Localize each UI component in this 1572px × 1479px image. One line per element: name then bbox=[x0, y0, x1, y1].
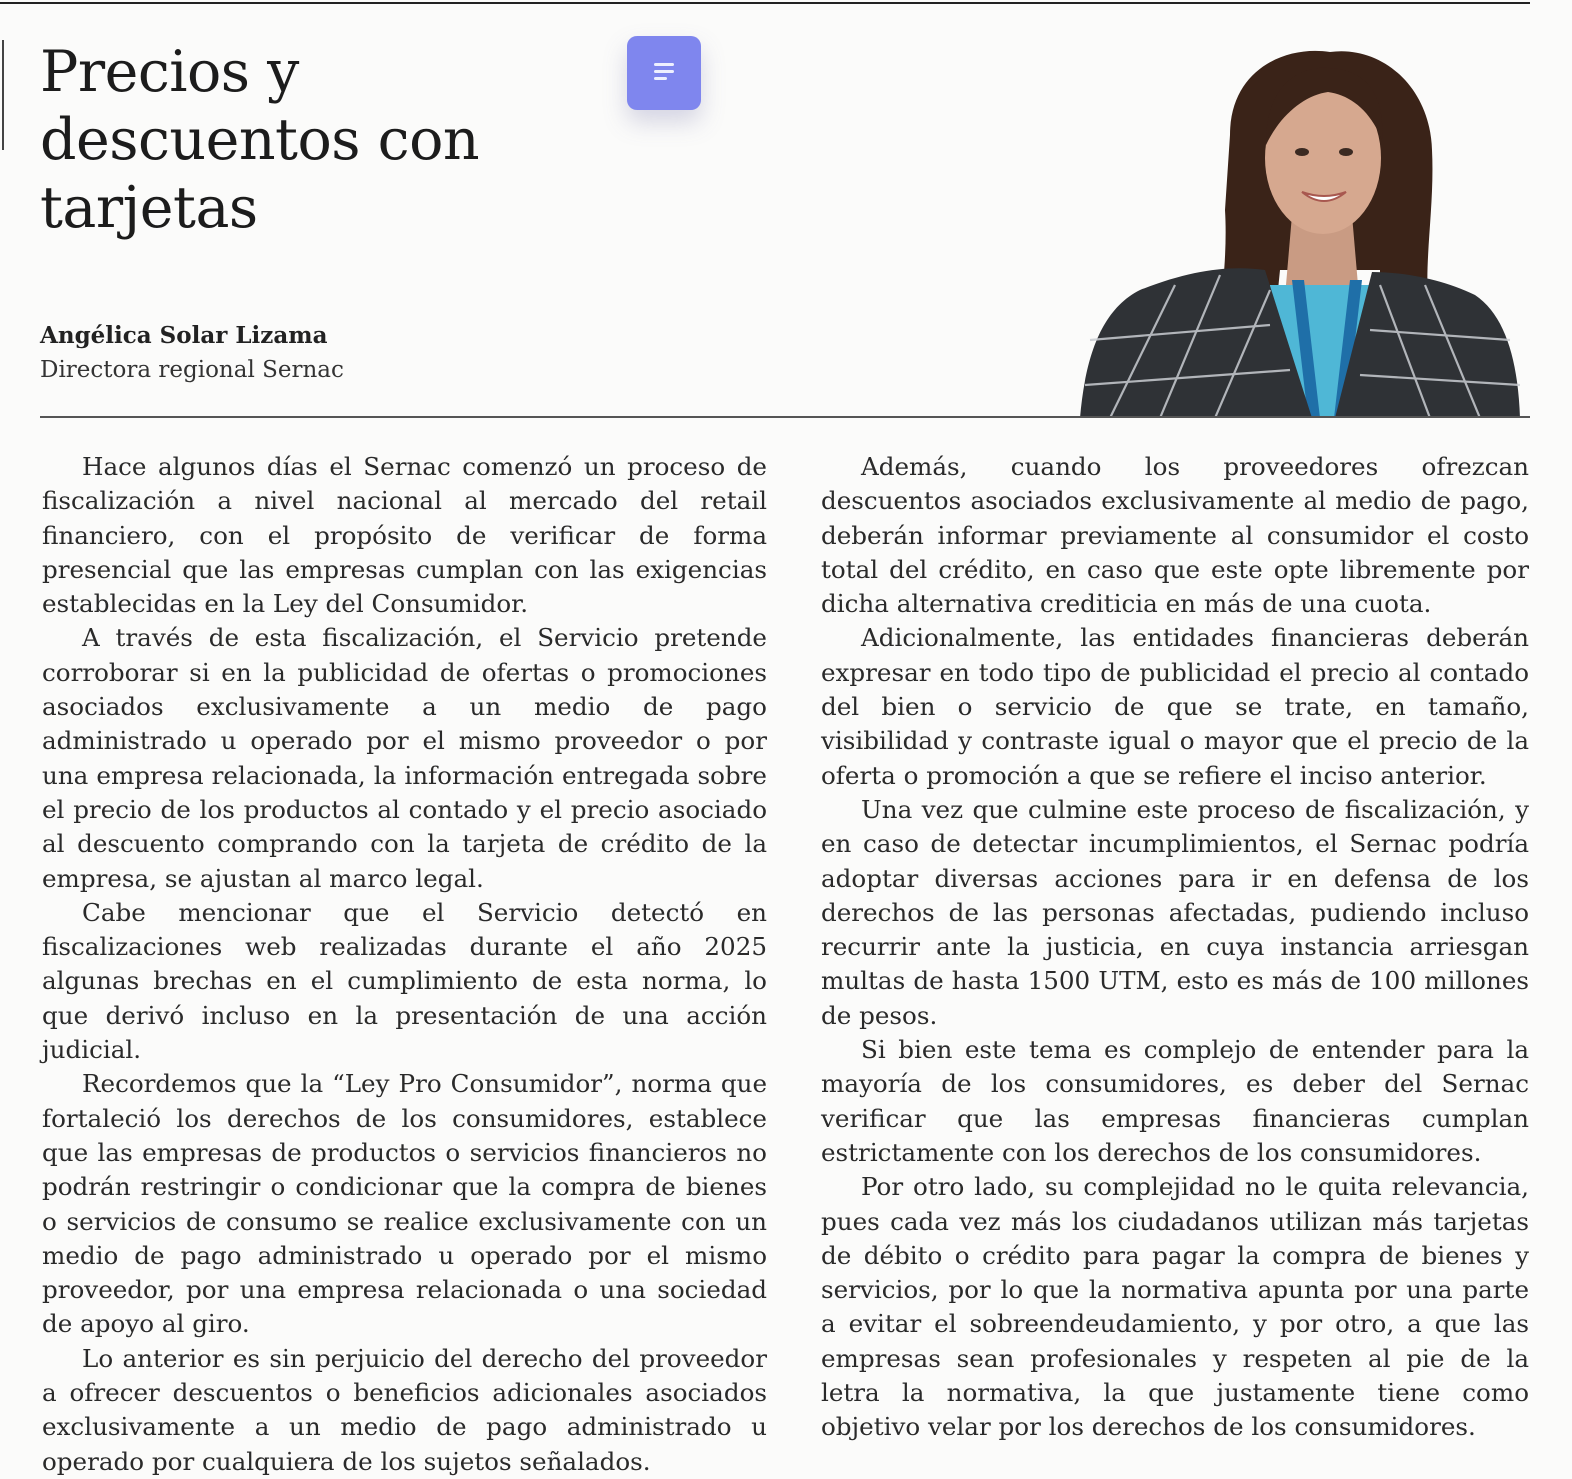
author-name: Angélica Solar Lizama bbox=[40, 322, 328, 349]
paragraph: Hace algunos días el Sernac comenzó un proceso de fiscalización a nivel nacional al mercado del retail financiero, con el propósito de verificar de forma presencial que las empresas cumplan con las exigencias establecidas en la Ley del Consumidor. bbox=[42, 452, 767, 619]
paragraph: Una vez que culmine este proceso de fiscalización, y en caso de detectar incumplimientos, el Sernac podría adoptar diversas acciones para ir en defensa de los derechos de las personas afectadas, pudiendo incluso recurrir ante la justicia, en cuya instancia arriesgan multas de hasta 1500 UTM, esto es más de 100 millones de pesos. bbox=[821, 794, 1529, 1030]
paragraph: Además, cuando los proveedores ofrezcan descuentos asociados exclusivamente al medio de pago, deberán informar previamente al consumidor el costo total del crédito, en caso que este opte libremente por dicha alternativa crediticia en más de una cuota. bbox=[821, 452, 1529, 619]
left-edge-rule bbox=[2, 40, 4, 150]
author-portrait bbox=[1080, 40, 1520, 418]
paragraph: Por otro lado, su complejidad no le quita relevancia, pues cada vez más los ciudadanos utilizan más tarjetas de débito o crédito para pagar la compra de bienes y servicios, por lo que la normativa apunta por una parte a evitar el sobreendeudamiento, y por otro, a que las empresas sean profesionales y respeten al pie de la letra la normativa, la que justamente tiene como objetivo velar por los derechos de los consumidores. bbox=[821, 1172, 1529, 1442]
paragraph: Cabe mencionar que el Servicio detectó en fiscalizaciones web realizadas durante el año 2025 algunas brechas en el cumplimiento de esta norma, lo que derivó incluso en la presentación de una acción judicial. bbox=[42, 897, 767, 1065]
paragraph: Recordemos que la “Ley Pro Consumidor”, norma que fortaleció los derechos de los consumidores, establece que las empresas de productos o servicios financieros no podrán restringir o condicionar que la compra de bienes o servicios de consumo se realice exclusivamente con un medio de pago administrado u operado por el mismo proveedor, por una empresa relacionada o una sociedad de apoyo al giro. bbox=[42, 1069, 767, 1339]
paragraph: Lo anterior es sin perjuicio del derecho del proveedor a ofrecer descuentos o beneficios adicionales asociados exclusivamente a un medio de pago administrado u operado por cualquiera de los sujetos señalados. bbox=[42, 1343, 767, 1476]
paragraph: Adicionalmente, las entidades financieras deberán expresar en todo tipo de publicidad el precio al contado del bien o servicio de que se trate, en tamaño, visibilidad y contraste igual o mayor que el precio de la oferta o promoción a que se refiere el inciso anterior. bbox=[821, 623, 1529, 790]
paragraph: A través de esta fiscalización, el Servicio pretende corroborar si en la publicidad de ofertas o promociones asociados exclusivamente a un medio de pago administrado u operado por el mismo proveedor o por una empresa relacionada, la información entregada sobre el precio de los productos al contado y el precio asociado al descuento comprando con la tarjeta de crédito de la empresa, se ajustan al marco legal. bbox=[42, 623, 767, 893]
header-divider bbox=[40, 416, 1530, 418]
article-title: Precios y descuentos con tarjetas bbox=[40, 39, 480, 241]
article-column-left bbox=[42, 450, 767, 1479]
top-rule bbox=[0, 2, 1530, 4]
author-role: Directora regional Sernac bbox=[40, 357, 344, 383]
paragraph: Si bien este tema es complejo de entender para la mayoría de los consumidores, es deber del Sernac verificar que las empresas financieras cumplan estrictamente con los derechos de los consumidores. bbox=[821, 1035, 1529, 1167]
article-column-right bbox=[821, 450, 1529, 1445]
menu-lines-icon[interactable] bbox=[627, 36, 701, 110]
